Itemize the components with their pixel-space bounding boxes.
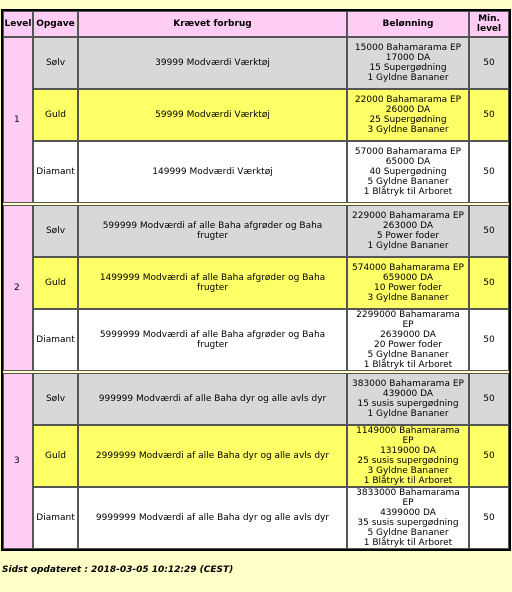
quest-table xyxy=(1,9,511,551)
reward-line: 26000 DA xyxy=(385,105,431,115)
min-level-cell: 50 xyxy=(469,205,509,257)
reward-cell xyxy=(347,309,469,371)
table-row xyxy=(3,89,509,141)
task-cell: Sølv xyxy=(33,37,78,89)
reward-cell xyxy=(347,37,469,89)
min-level-cell: 50 xyxy=(469,89,509,141)
min-level-cell: 50 xyxy=(469,425,509,487)
reward-line: 5 Gyldne Bananer xyxy=(367,350,449,360)
min-level-cell: 50 xyxy=(469,487,509,549)
reward-line: 65000 DA xyxy=(385,157,431,167)
table-row xyxy=(3,487,509,549)
requirement-line: 149999 Modværdi Værktøj xyxy=(152,167,273,177)
requirement-cell xyxy=(78,373,347,425)
reward-line: 17000 DA xyxy=(385,53,431,63)
reward-line: 1 Gyldne Bananer xyxy=(367,409,449,419)
reward-line: EP xyxy=(402,498,414,508)
requirement-line: 599999 Modværdi af alle Baha afgrøder og Baha xyxy=(102,221,323,231)
level-cell: 3 xyxy=(3,373,33,549)
reward-line: 3833000 Bahamarama xyxy=(356,488,460,498)
reward-cell xyxy=(347,257,469,309)
requirement-line: frugter xyxy=(196,340,229,350)
task-cell: Diamant xyxy=(33,141,78,203)
header-task: Opgave xyxy=(33,11,78,37)
table-row xyxy=(3,37,509,89)
requirement-cell xyxy=(78,89,347,141)
requirement-line: frugter xyxy=(196,231,229,241)
min-level-cell: 50 xyxy=(469,141,509,203)
reward-line: 1 Blåtryk til Arboret xyxy=(363,187,453,197)
min-level-cell: 50 xyxy=(469,373,509,425)
reward-line: 229000 Bahamarama EP xyxy=(352,211,464,221)
reward-line: 1319000 DA xyxy=(380,446,436,456)
requirement-line: 2999999 Modværdi af alle Baha dyr og alle avls dyr xyxy=(95,451,330,461)
header-reward: Belønning xyxy=(347,11,469,37)
header-row xyxy=(3,11,509,37)
reward-line: 20 Power foder xyxy=(373,340,442,350)
requirement-line: 1499999 Modværdi af alle Baha afgrøder og Baha xyxy=(99,273,326,283)
quest-table-body xyxy=(3,37,509,549)
reward-line: 2639000 DA xyxy=(380,330,436,340)
reward-line: 1 Gyldne Bananer xyxy=(367,241,449,251)
task-cell: Guld xyxy=(33,425,78,487)
requirement-cell xyxy=(78,487,347,549)
reward-cell xyxy=(347,205,469,257)
requirement-line: 59999 Modværdi Værktøj xyxy=(155,110,270,120)
reward-line: 574000 Bahamarama EP xyxy=(352,263,464,273)
header-min-level-line1: Min. xyxy=(478,14,500,24)
task-cell: Diamant xyxy=(33,309,78,371)
reward-line: 439000 DA xyxy=(382,389,434,399)
reward-line: 3 Gyldne Bananer xyxy=(367,293,449,303)
requirement-cell xyxy=(78,425,347,487)
reward-line: 10 Power foder xyxy=(373,283,442,293)
reward-line: 659000 DA xyxy=(382,273,434,283)
table-row xyxy=(3,309,509,371)
task-cell: Guld xyxy=(33,89,78,141)
reward-line: 3 Gyldne Bananer xyxy=(367,466,449,476)
reward-line: 25 susis supergødning xyxy=(357,456,459,466)
reward-line: 15 susis supergødning xyxy=(357,399,459,409)
reward-line: 4399000 DA xyxy=(380,508,436,518)
reward-line: 1 Blåtryk til Arboret xyxy=(363,360,453,370)
reward-line: 2299000 Bahamarama xyxy=(356,310,460,320)
reward-line: 25 Supergødning xyxy=(369,115,447,125)
reward-line: 1 Gyldne Bananer xyxy=(367,73,449,83)
reward-cell xyxy=(347,89,469,141)
table-row xyxy=(3,257,509,309)
reward-line: 15 Supergødning xyxy=(369,63,447,73)
min-level-cell: 50 xyxy=(469,309,509,371)
header-requirement: Krævet forbrug xyxy=(78,11,347,37)
reward-line: 15000 Bahamarama EP xyxy=(354,43,462,53)
header-level: Level xyxy=(3,11,33,37)
task-cell: Sølv xyxy=(33,373,78,425)
header-min-level xyxy=(469,11,509,37)
requirement-line: 39999 Modværdi Værktøj xyxy=(155,58,270,68)
reward-line: 5 Power foder xyxy=(376,231,440,241)
reward-line: 40 Supergødning xyxy=(369,167,447,177)
reward-cell xyxy=(347,373,469,425)
task-cell: Diamant xyxy=(33,487,78,549)
reward-line: 5 Gyldne Bananer xyxy=(367,528,449,538)
requirement-cell xyxy=(78,257,347,309)
reward-cell xyxy=(347,425,469,487)
last-updated: Sidst opdateret : 2018-03-05 10:12:29 (CEST) xyxy=(2,565,234,575)
reward-line: 1 Blåtryk til Arboret xyxy=(363,476,453,486)
task-cell: Guld xyxy=(33,257,78,309)
reward-line: 57000 Bahamarama EP xyxy=(354,147,462,157)
reward-cell xyxy=(347,141,469,203)
table-row xyxy=(3,141,509,203)
reward-line: 1 Blåtryk til Arboret xyxy=(363,538,453,548)
requirement-cell xyxy=(78,309,347,371)
requirement-line: frugter xyxy=(196,283,229,293)
table-row xyxy=(3,373,509,425)
reward-line: 3 Gyldne Bananer xyxy=(367,125,449,135)
requirement-line: 9999999 Modværdi af alle Baha dyr og alle avls dyr xyxy=(95,513,330,523)
task-cell: Sølv xyxy=(33,205,78,257)
reward-line: 1149000 Bahamarama xyxy=(356,426,460,436)
table-row xyxy=(3,425,509,487)
reward-line: 383000 Bahamarama EP xyxy=(352,379,464,389)
min-level-cell: 50 xyxy=(469,37,509,89)
level-cell: 2 xyxy=(3,205,33,371)
reward-line: 263000 DA xyxy=(382,221,434,231)
table-row xyxy=(3,205,509,257)
reward-line: EP xyxy=(402,320,414,330)
reward-line: 22000 Bahamarama EP xyxy=(354,95,462,105)
requirement-cell xyxy=(78,205,347,257)
requirement-cell xyxy=(78,141,347,203)
reward-cell xyxy=(347,487,469,549)
reward-line: EP xyxy=(402,436,414,446)
reward-line: 35 susis supergødning xyxy=(357,518,459,528)
requirement-line: 999999 Modværdi af alle Baha dyr og alle avls dyr xyxy=(98,394,327,404)
level-cell: 1 xyxy=(3,37,33,203)
reward-line: 5 Gyldne Bananer xyxy=(367,177,449,187)
header-min-level-line2: level xyxy=(476,24,502,34)
requirement-cell xyxy=(78,37,347,89)
min-level-cell: 50 xyxy=(469,257,509,309)
requirement-line: 5999999 Modværdi af alle Baha afgrøder og Baha xyxy=(99,330,326,340)
